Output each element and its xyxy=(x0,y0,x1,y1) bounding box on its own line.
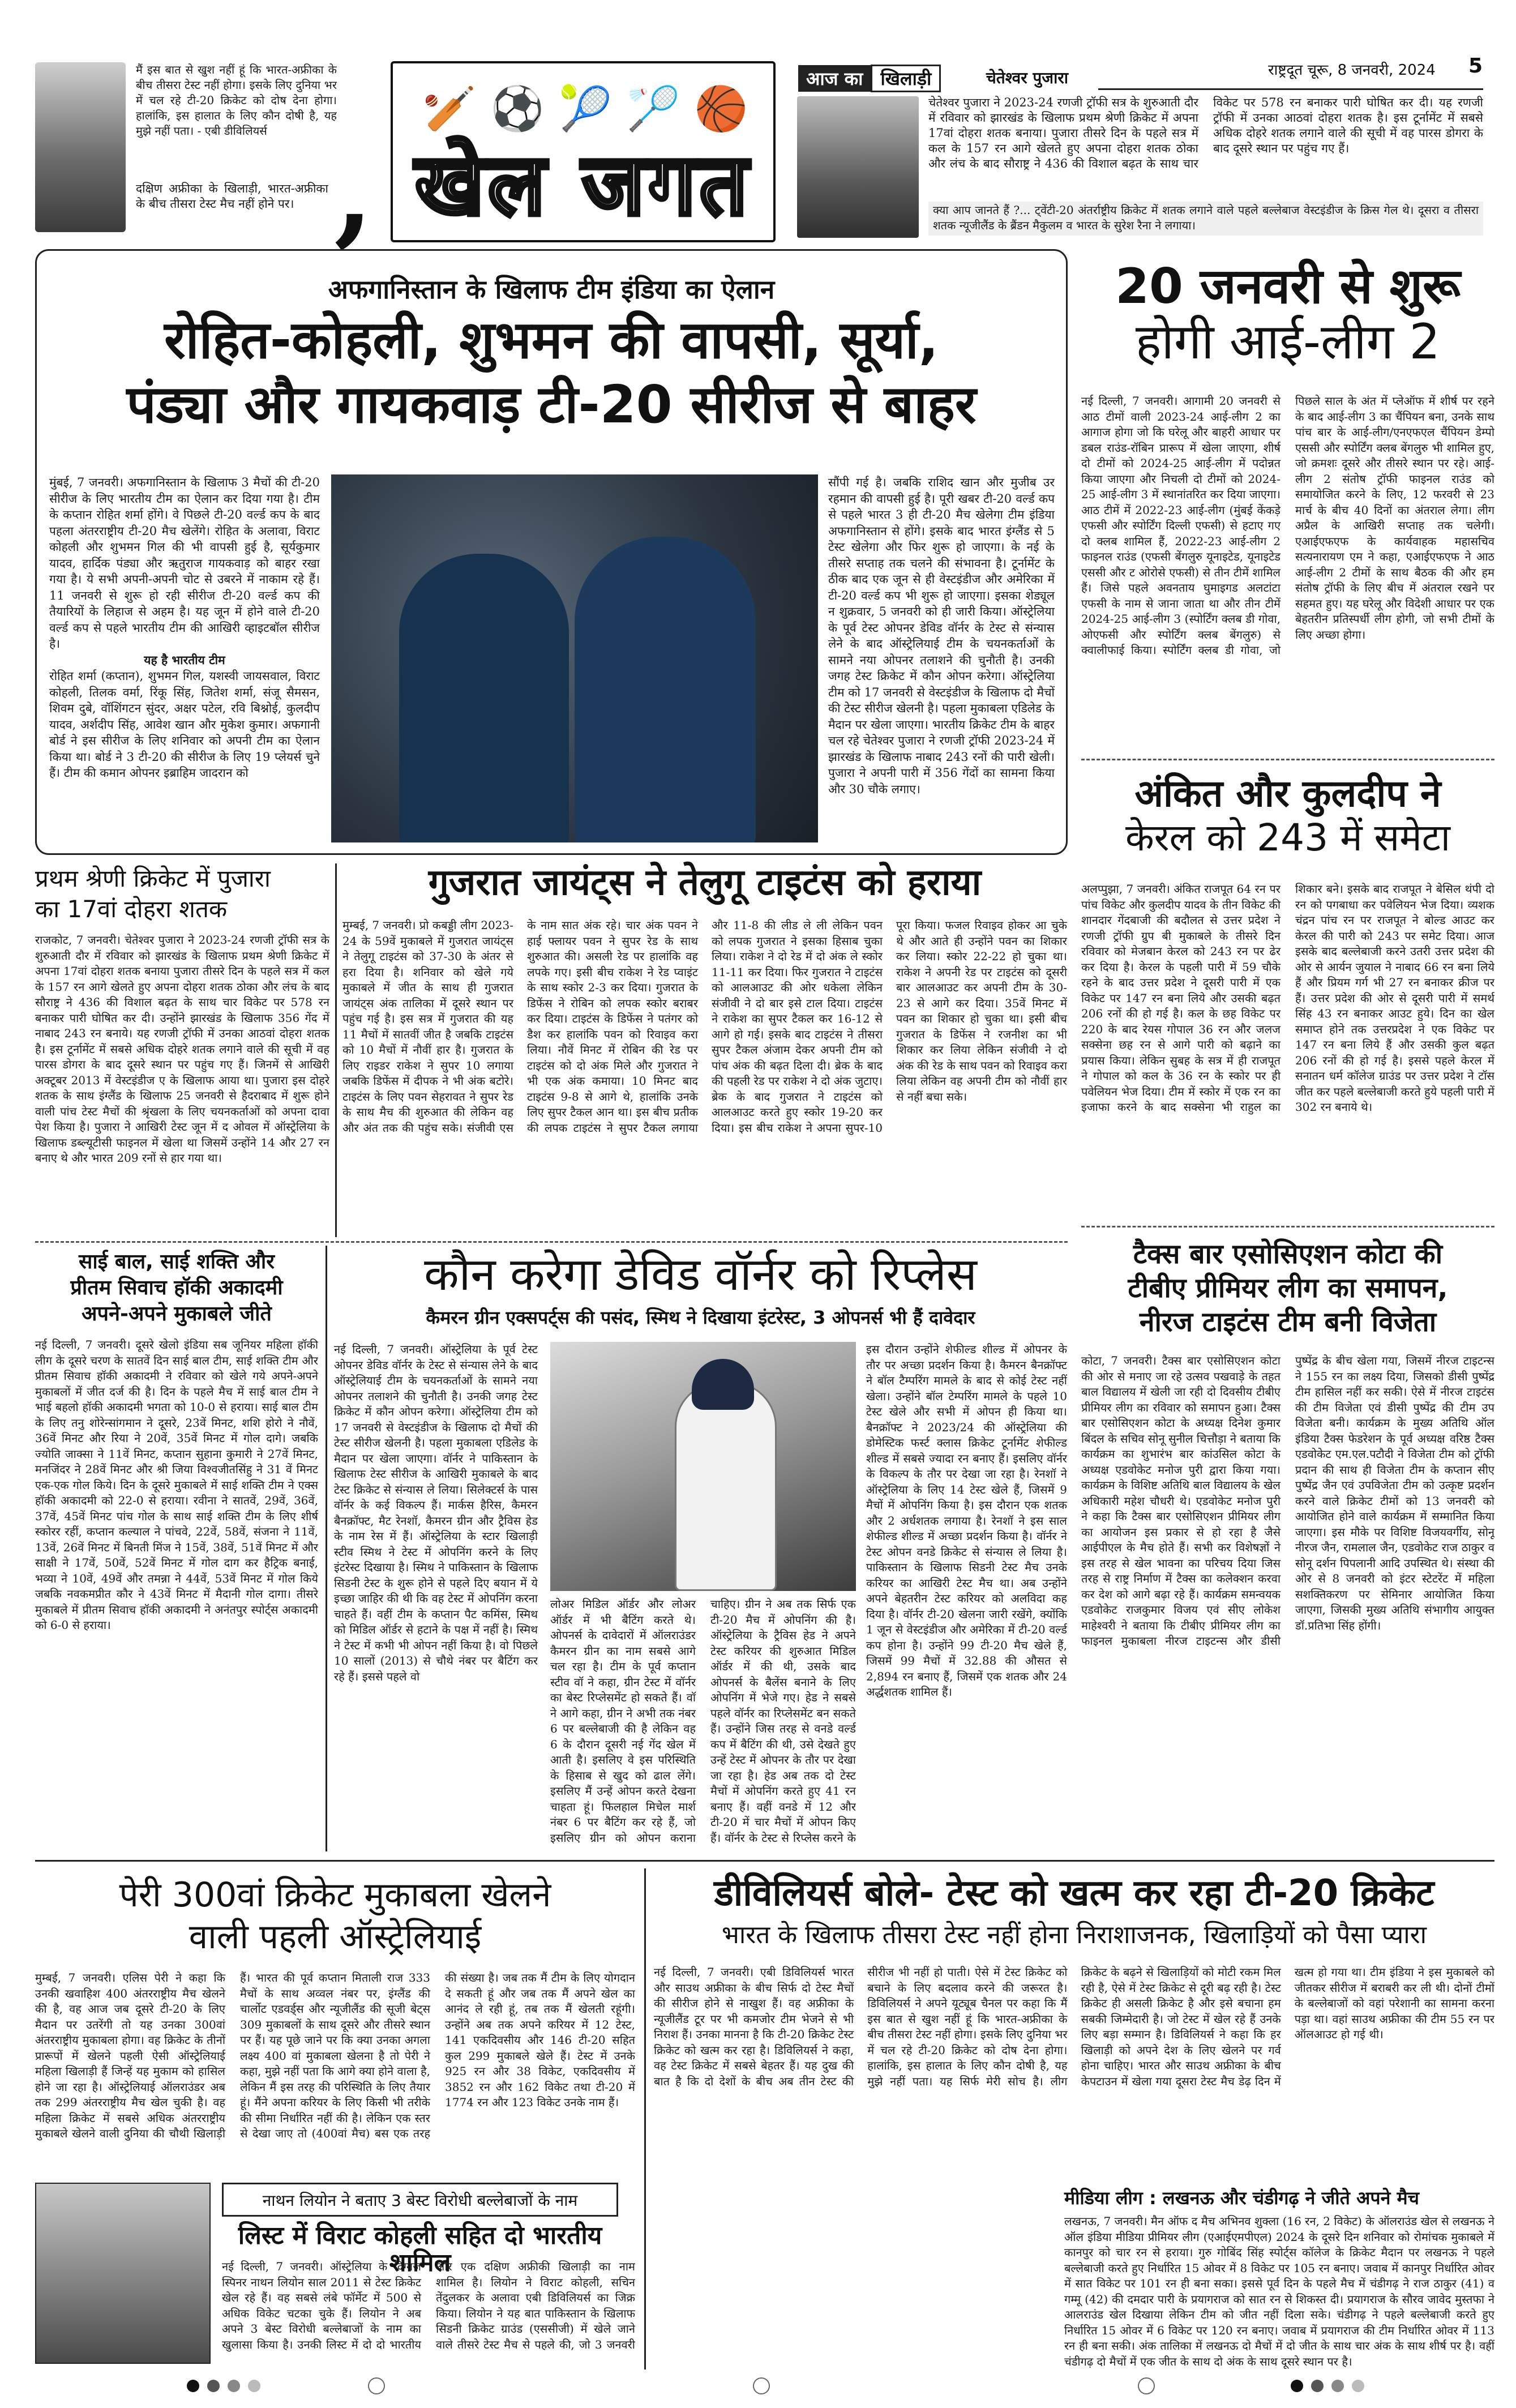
story-pujara-headline-2: का 17वां दोहरा शतक xyxy=(35,895,228,923)
aaj-ka: आज का xyxy=(798,65,871,92)
football-icon: ⚽ xyxy=(490,83,545,134)
story-ankit-headline-2: केरल को 243 में समेटा xyxy=(1125,816,1450,859)
story-media xyxy=(1064,2185,1494,2372)
quote-mark-icon: , xyxy=(334,126,374,259)
story-perry xyxy=(35,1868,635,2180)
story-main-headline-1: रोहित-कोहली, शुभमन की वापसी, सूर्या, xyxy=(164,310,939,370)
story-main-kicker: अफगानिस्तान के खिलाफ टीम इंडिया का ऐलान xyxy=(328,274,775,305)
story-ankit xyxy=(1081,765,1494,1218)
story-devilliers-text: नई दिल्ली, 7 जनवरी। एबी डिविलियर्स भारत और साउथ अफ्रीका के बीच सिर्फ दो टेस्ट मैचों की सीरीज होने से नाखुश हैं। वह अफ्रीका के न्यूजीलैंड टूर पर भी कमजोर टीम भेजने से भी निराश हैं। उनका मानना है कि टी-20 क्रिकेट टेस्ट क्रिकेट को खत्म कर रहा है। डिविलियर्स ने कहा, वह टेस्ट क्रिकेट में सबसे बेहतर हैं। यह दुख की बात है कि दो देशों के बीच अब तीन टेस्ट की सीरीज भी नहीं हो पाती। ऐसे में टेस्ट क्रिकेट को बचाने के लिए बदलाव करने की जरूरत है। डिविलियर्स ने अपने यूट्यूब चैनल पर कहा कि मैं इस बात से खुश नहीं हूं कि भारत-अफ्रीका के बीच तीसरा टेस्ट नहीं होगा। इसके लिए दुनिया भर में चल रहे टी-20 क्रिकेट को दोष देना होगा। हालांकि, इस हालात के लिए कौन दोषी है, यह मुझे नहीं पता। यह सिर्फ मेरी सोच है। लीग क्रिकेट के बढ़ने से खिलाड़ियों को मोटी रकम मिल रही है, ऐसे में टेस्ट क्रिकेट से दूरी बढ़ रही है। टेस्ट क्रिकेट ही असली क्रिकेट है और इसे बचाना हम सबकी जिम्मेदारी है। जो टेस्ट में खेल रहे हैं उनके लिए बड़ा सम्मान है। डिविलियर्स ने कहा कि हर खिलाड़ी को अपने देश के लिए खेलने पर गर्व होना चाहिए। भारत और साउथ अफ्रीका के बीच केपटाउन में खेला गया दूसरा टेस्ट मैच डेढ़ दिन में खत्म हो गया था। टीम इंडिया ने इस मुकाबले को जीतकर सीरीज में बराबरी कर ली थी। दोनों टीमों के बल्लेबाजों को वहां परेशानी का सामना करना पड़ा था। वहां साउथ अफ्रीका की टीम 55 रन पर ऑलआउट हो गई थी। xyxy=(654,1965,1494,2088)
sports-icons xyxy=(416,75,755,143)
story-lyon-kicker: नाथन लियोन ने बताए 3 बेस्ट विरोधी बल्लेबाजों के नाम xyxy=(262,2191,578,2210)
registration-mark-icon xyxy=(368,2377,385,2394)
badminton-icon: 🏸 xyxy=(626,83,680,134)
player-name: चेतेश्वर पुजारा xyxy=(986,69,1069,87)
story-perry-text: मुम्बई, 7 जनवरी। एलिस पेरी ने कहा कि उनकी खवाहिश 400 अंतरराष्ट्रीय मैच खेलने की है, वह आज जब दूसरे टी-20 के लिए मैदान पर उतरेंगी तो यह उनका 300वां अंतरराष्ट्रीय मुकाबला होगा। वह क्रिकेट के तीनों प्रारूपों में खेलने पहली ऐसी ऑस्ट्रेलियाई महिला खिलाड़ी हैं जिन्हें यह मुकाम को हासिल होने जा रहा है। ऑस्ट्रेलियाई ऑलराउंडर अब तक 299 अंतरराष्ट्रीय मैच खेल चुकी है। वह महिला क्रिकेट में सबसे अधिक अंतरराष्ट्रीय मुकाबले खेलने वाली दुनिया की चौथी खिलाड़ी हैं। भारत की पूर्व कप्तान मिताली राज 333 मैचों के साथ अव्वल नंबर पर, इंग्लैंड की चार्लोट एडवर्ड्स और न्यूजीलैंड की सूजी बेट्स 309 मुकाबलों के साथ दूसरे और तीसरे स्थान पर हैं। यह पूछे जाने पर कि क्या उनका अगला लक्ष्य 400 वां मुकाबला खेलना है तो पेरी ने कहा, मुझे नहीं पता कि आगे क्या होने वाला है, लेकिन मैं इस तरह की परिस्थिति के लिए तैयार हूं। मैंने अपना करियर के लिए किसी भी तरीके की सीमा निर्धारित नहीं की है। लेकिन एक स्तर से देखा जाए तो (400वां मैच) बस एक तरह की संख्या है। जब तक मैं टीम के लिए योगदान दे सकती हूं और जब तक मैं अपने खेल का आनंद ले रही हूं, तब तक मैं खेलती रहूंगी। उन्होंने अब तक अपने करियर में 12 टेस्ट, 141 एकदिवसीय और 146 टी-20 सहित कुल 299 मुकाबले खेले हैं। टेस्ट में उनके 925 रन और 38 विकेट, एकदिवसीय में 3852 रन और 162 विकेट तथा टी-20 में 1774 रन और 123 विकेट उनके नाम हैं। xyxy=(35,1971,635,2140)
devilliers-portrait xyxy=(35,62,126,232)
row-divider-1 xyxy=(35,1241,1068,1243)
player-text-b: विशाल बढ़त के साथ चार विकेट पर 578 रन बनाकर पारी घोषित कर दी। यह रणजी ट्रॉफी में उनका आठवां दोहरा शतक है। इस टूर्नामेंट में सबसे अधिक दोहरे शतक लगाने वाले की सूची में वह पारस डोगरा के बाद दूसरे स्थान पर पहुंच गए हैं। xyxy=(1088,96,1483,170)
story-pujara-headline-1: प्रथम श्रेणी क्रिकेट में पुजारा xyxy=(35,865,271,892)
story-perry-headline-1: पेरी 300वां क्रिकेट मुकाबला खेलने xyxy=(119,1875,551,1915)
story-sai-headline-3: अपने-अपने मुकाबले जीते xyxy=(82,1302,272,1325)
registration-mark-icon xyxy=(1138,2377,1155,2394)
story-warner-mid-text: लोअर मिडिल ऑर्डर और लोअर ऑर्डर में भी बैटिंग करते थे। ओपनर्स के दावेदारों में ऑलराउंडर कैमरन ग्रीन का नाम सबसे आगे चल रहा है। टीम के पूर्व कप्तान स्टीव वॉ ने कहा, ग्रीन टेस्ट में वॉर्नर का बेस्ट रिप्लेसमेंट हो सकते हैं। वॉ ने आगे कहा, ग्रीन ने अभी तक नंबर 6 पर बल्लेबाजी की है लेकिन वह 6 के दौरान दूसरी नई गेंद खेल में आती है। इसलिए वे इस परिस्थिति के हिसाब से खुद को ढाल लेंगे। इसलिए मैं उन्हें ओपन करते देखना चाहता हूं। फिलहाल मिचेल मार्श नंबर 6 पर बैटिंग कर रहे हैं, जो इसलिए ग्रीन को ओपन कराना चाहिए। ग्रीन ने अब तक सिर्फ एक टी-20 मैच में ओपनिंग की है। ऑस्ट्रेलिया के ट्रैविस हेड ने अपने टेस्ट करियर की शुरुआत मिडिल ऑर्डर में की थी, उसके बाद ओपनर्स के बैलेंस बनाने के लिए ओपनिंग में भेजे गए। हेड ने सबसे पहले वॉर्नर का रिप्लेसमेंट बन सकते हैं। उन्होंने जिस तरह से वनडे वर्ल्ड कप में बैटिंग की थी, उसे देखते हुए उन्हें टेस्ट में ओपनर के तौर पर देखा जा रहा है। हेड अब तक दो टेस्ट मैचों में ओपनिंग करते हुए 41 रन बनाए हैं। वहीं वनडे में 12 और टी-20 में चार मैचों में ओपन किए हैं। वॉर्नर के टेस्ट से रिप्लेस करने के xyxy=(550,1597,856,1845)
khiladi: खिलाड़ी xyxy=(871,65,941,92)
story-sai xyxy=(35,1246,318,1851)
story-lyon xyxy=(35,2183,635,2369)
story-tax-text: कोटा, 7 जनवरी। टैक्स बार एसोसिएशन कोटा की ओर से मनाए जा रहे उत्सव पखवाड़े के तहत बाल विद्यालय में खेली जा रही दो दिवसीय टीबीए प्रीमियर लीग का रविवार को समापन हुआ। टैक्स बार एसोसिएशन कोटा के अध्यक्ष दिनेश कुमार बिंदल के सचिव सोनू सुनील चित्तौड़ा ने बताया कि कार्यक्रम का शुभारंभ बार कांउसिल कोटा के अध्यक्ष एडवोकेट मनोज पुरी द्वारा किया गया। कार्यक्रम के विशिष्ट अतिथि बाल विद्यालय के खेल अधिकारी महेश चौधरी थे। एडवोकेट मनोज पुरी ने कहा कि टैक्स बार एसोसिएशन प्रीमियर लीग का आयोजन इस प्रकार से हो रहा है जैसे आईपीएल के मैच होते हैं। सभी कर विशेषज्ञों ने इस तरह से खेल भावना का परिचय दिया जिस तरह से राष्ट्र निर्माण में टैक्स का कलेक्शन करवा कर देश को आगे बढ़ा रहे हैं। कार्यक्रम समन्वयक एडवोकेट राजकुमार विजय एवं सीए लोकेश माहेश्वरी ने बताया कि टीबीए प्रीमियर लीग का फाइनल मुकाबला नीरज टाइटन्स और डीसी पुष्पेंद्र के बीच खेला गया, जिसमें नीरज टाइटन्स ने 155 रन का लक्ष्य दिया, जिसको डीसी पुष्पेंद्र टीम हासिल नहीं कर सकी। ऐसे में नीरज टाइटंस की टीम विजेता एवं डीसी पुष्पेंद्र की टीम उप विजेता बनी। कार्यक्रम के मुख्य अतिथि ऑल इंडिया टैक्स फेडरेशन के पूर्व अध्यक्ष वरिष्ठ टैक्स एडवोकेट एम.एल.पटौदी ने विजेता टीम को ट्रॉफी प्रदान की साथ ही विजेता टीम के कप्तान सीए पुष्पेंद्र जैन एवं उपविजेता टीम को उत्कृष्ट प्रदर्शन करने वाले क्रिकेट टीमों को 13 जनवरी को आयोजित होने वाले कार्यक्रम में सम्मानित किया जाएगा। इस मौके पर विशिष्ट विजयवर्गीय, सोनू नीरज जैन, रामलाल जैन, एडवोकेट राज ठाकुर व सोनू दर्शन पिपलानी आदि उपस्थित थे। संस्था की ओर से 8 जनवरी को इंटर स्टेटरेंट में महिला सशक्तिकरण पर सेमिनार आयोजित किया जाएगा, जिसकी मुख्य अतिथि संभागीय आयुक्त डॉ.प्रतिभा सिंह होंगी। xyxy=(1081,1354,1494,1648)
story-gujarat-headline: गुजरात जायंट्स ने तेलुगू टाइटंस को हराया xyxy=(428,862,982,904)
story-perry-headline-2: वाली पहली ऑस्ट्रेलियाई xyxy=(189,1917,482,1957)
player-figure-right xyxy=(575,537,756,842)
pujara-divider xyxy=(335,863,337,1237)
story-main-left-sub: यह है भारतीय टीम xyxy=(144,652,225,667)
story-sai-headline-2: प्रीतम सिवाच हॉकी अकादमी xyxy=(70,1276,283,1299)
ankit-divider xyxy=(1081,759,1494,760)
color-dots xyxy=(187,2380,260,2392)
player-text xyxy=(928,95,1483,197)
story-warner-left-text: नई दिल्ली, 7 जनवरी। ऑस्ट्रेलिया के पूर्व टेस्ट ओपनर डेविड वॉर्नर के टेस्ट से संन्यास लेने के बाद ऑस्ट्रेलियाई टीम के चयनकर्ताओं के सामने नया ओपनर तलाशने की चुनौती है। उनकी जगह टेस्ट क्रिकेट में कौन ओपन करेगा। ऑस्ट्रेलिया टीम को 17 जनवरी से वेस्टइंडीज के खिलाफ दो मैचों की टेस्ट सीरीज खेलनी है। पहला मुकाबला एडिलेड के मैदान पर खेला जाएगा। वॉर्नर ने पाकिस्तान के खिलाफ टेस्ट सीरीज के आखिरी मुकाबले के बाद टेस्ट क्रिकेट से संन्यास ले लिया। सिलेक्टर्स के पास वॉर्नर के कई विकल्प हैं। मार्कस हैरिस, कैमरन बैनक्रॉफ्ट, मैट रेनशॉ, कैमरन ग्रीन और ट्रैविस हेड के नाम रेस में हैं। ऑस्ट्रेलिया के स्टार खिलाड़ी स्टीव स्मिथ ने टेस्ट में ओपनिंग करने के लिए इंटरेस्ट दिखाया है। स्मिथ ने पाकिस्तान के खिलाफ सिडनी टेस्ट के शुरू होने से पहले दिए बयान में ये इच्छा जाहिर की थी कि वह टेस्ट में ओपनिंग करना चाहते हैं। वहीं टीम के कप्तान पैट कमिंस, स्मिथ को मिडिल ऑर्डर से हटाने के पक्ष में नहीं है। स्मिथ ने टेस्ट में कभी भी ओपन नहीं किया है। वो पिछले 10 सालों (2013) से चौथे नंबर पर बैटिंग कर रहे हैं। इससे पहले वो xyxy=(334,1342,538,1683)
helmet-icon xyxy=(692,1359,754,1410)
color-dots xyxy=(1291,2380,1364,2392)
tax-divider xyxy=(1081,1226,1494,1227)
lyon-photo xyxy=(35,2183,211,2364)
page-number: 5 xyxy=(1468,54,1483,78)
story-devilliers-headline: डीविलियर्स बोले- टेस्ट को खत्म कर रहा टी-20 क्रिकेट xyxy=(714,1872,1434,1914)
story-lyon-text: नई दिल्ली, 7 जनवरी। ऑस्ट्रेलिया के दिग्गज स्पिनर नाथन लियोन साल 2011 से टेस्ट क्रिकेट खेल रहे हैं। वह सबसे लंबे फॉर्मेट में 500 से अधिक विकेट चटका चुके हैं। लियोन ने अब अपने 3 बेस्ट विरोधी बल्लेबाजों के नाम का खुलासा किया है। उनकी लिस्ट में दो दो भारतीय और एक दक्षिण अफ्रीकी खिलाड़ी का नाम शामिल है। लियोन ने विराट कोहली, सचिन तेंदुलकर के अलावा एबी डिविलियर्स का जिक्र किया। लियोन ने यह बात पाकिस्तान के खिलाफ सिडनी क्रिकेट ग्राउंड (एससीजी) में खेले जाने वाले तीसरे टेस्ट मैच से पहले की, जो 3 जनवरी xyxy=(222,2260,635,2351)
story-pujara xyxy=(35,863,329,1237)
section-title: खेल जगत xyxy=(415,136,751,234)
player-text-a: चेतेश्वर पुजारा ने 2023-24 रणजी ट्रॉफी सत्र के शुरुआती दौर में रविवार को झारखंड के खिलाफ प्रथम श्रेणी क्रिकेट में अपना 17वां दोहरा शतक बनाया। पुजारा तीसरे दिन के पहले सत्र में कल के 157 रन आगे खेलते हुए अपना दोहरा शतक ठोका और लंच के बाद सौराष्ट्र ने 436 की xyxy=(928,96,1198,170)
story-tax-headline-2: टीबीए प्रीमियर लीग का समापन, xyxy=(1128,1272,1448,1304)
footer-registration xyxy=(0,2375,1516,2398)
basketball-icon: 🏀 xyxy=(694,83,748,134)
story-warner xyxy=(334,1246,1067,1851)
batsman-figure xyxy=(675,1382,777,1591)
row-divider-2 xyxy=(35,1860,1494,1862)
story-media-headline: मीडिया लीग : लखनऊ और चंडीगढ़ ने जीते अपने मैच xyxy=(1064,2187,1419,2209)
pujara-portrait xyxy=(797,96,919,238)
story-warner-headline: कौन करेगा डेविड वॉर्नर को रिप्लेस xyxy=(424,1248,977,1301)
story-main-headline-2: पंड्या और गायकवाड़ टी-20 सीरीज से बाहर xyxy=(126,374,977,435)
story-main-left-b: रोहित शर्मा (कप्तान), शुभमन गिल, यशस्वी जायसवाल, विराट कोहली, तिलक वर्मा, रिंकू सिंह, जितेश शर्मा, संजू सैमसन, शिवम दुबे, वॉशिंगटन सुंदर, अक्षर पटेल, रवि बिश्नोई, कुलदीप यादव, अर्शदीप सिंह, आवेश खान और मुकेश कुमार। अफगानी बोर्ड ने इस सीरीज के लिए शनिवार को अपनी टीम का ऐलान किया था। बोर्ड ने 3 टी-20 की सीरीज के लिए 19 प्लेयर्स चुने हैं। टीम की कमान ओपनर इब्राहिम जादरान को xyxy=(49,669,320,780)
section-banner xyxy=(391,61,776,242)
story-main-left-text xyxy=(49,474,320,848)
story-ileague-headline-2: होगी आई-लीग 2 xyxy=(1135,314,1441,370)
story-devilliers-subhead: भारत के खिलाफ तीसरा टेस्ट नहीं होना निराशाजनक, खिलाड़ियों को पैसा प्यारा xyxy=(721,1921,1427,1949)
story-ankit-headline-1: अंकित और कुलदीप ने xyxy=(1134,772,1441,815)
masthead xyxy=(0,0,1516,259)
tennis-icon: 🎾 xyxy=(558,83,613,134)
story-ankit-text: अलप्पुझा, 7 जनवरी। अंकित राजपूत 64 रन पर पांच विकेट और कुलदीप यादव के तीन विकेट की शानदार गेंदबाजी की बदौलत से उत्तर प्रदेश ने रणजी ट्रॉफी ग्रुप बी मुकाबले के तीसरे दिन रविवार को मेजबान केरल को 243 रन पर ढेर कर दिया है। केरल के पहली पारी में 59 चौके रहने के बाद उत्तर प्रदेश ने दूसरी पारी में एक विकेट पर 147 रन बना लिये और उसकी बढ़त 206 रनों की हो गई है। कल के छह विकेट पर 220 के बाद रेयस गोपाल 36 रन और जलज सक्सेना छह रन से आगे पारी को बढ़ाने का प्रयास किया। लेकिन सुबह के सत्र में ही राजपूत ने गोपाल को कल के 36 रन के स्कोर पर ही पवेलियन भेज दिया। टीम में स्कोर में एक रन का इजाफा करने के बाद सक्सेना भी राहुल का शिकार बने। इसके बाद राजपूत ने बेसिल थंपी दो रन को पगबाधा कर पवेलियन भेज दिया। व्यशक चंद्रन पांच रन पर राजपूत ने बोल्ड आउट कर केरल की पारी को 243 पर समेट दिया। आज इसके बाद बल्लेबाजी करने उतरी उत्तर प्रदेश की ओर से आर्यन जुयाल ने नाबाद 66 रन बना लिये हैं और प्रियम गर्ग भी 27 रन बनाकर क्रीज पर हैं। उत्तर प्रदेश की ओर से दूसरी पारी में समर्थ सिंह 43 रन बनाकर आउट हुये। दिन का खेल समाप्त होने तक उत्तरप्रदेश ने एक विकेट पर 147 रन बना लिये हैं और उसकी कुल बढ़त 206 रनों की हो गई है। इससे पहले केरल में सनातन धर्म कॉलेज ग्राउंड पर उत्तर प्रदेश ने टॉस जीत कर पहले बल्लेबाजी करते हुये पहली पारी में 302 रन बनाये थे। xyxy=(1081,882,1494,1114)
story-tax xyxy=(1081,1234,1494,1851)
masthead-quote: मैं इस बात से खुश नहीं हूं कि भारत-अफ्रीका के बीच तीसरा टेस्ट नहीं होगा। इसके लिए दुनिया भर में चल रहे टी-20 क्रिकेट को दोष देना होगा। हालांकि, इस हालात के लिए कौन दोषी है, यह मुझे नहीं पता। - एबी डीविलियर्स xyxy=(136,63,337,138)
story-warner-subhead: कैमरन ग्रीन एक्सपर्ट्स की पसंद, स्मिथ ने दिखाया इंटरेस्ट, 3 ओपनर्स भी हैं दावेदार xyxy=(426,1307,975,1328)
story-media-text: लखनऊ, 7 जनवरी। मैन ऑफ द मैच अभिनव शुक्ला (16 रन, 2 विकेट) के ऑलराउंड खेल से लखनऊ ने ऑल इंडिया मीडिया प्रीमियर लीग (एआईएमपीएल) 2024 के दूसरे दिन शनिवार को रोमांचक मुकाबले में कानपुर को चार रन से हराया। गुरु गोबिंद सिंह स्पोर्ट्स कॉलेज के क्रिकेट मैदान पर लखनऊ ने पहले बल्लेबाजी करते हुए निर्धारित 15 ओवर में 8 विकेट पर 105 रन बनाए। जवाब में कानपुर निर्धारित ओवर में सात विकेट पर 101 रन ही बना सका। इससे पूर्व दिन के पहले मैच में चंडीगढ़ ने राज ठाकुर (41) व गम्मू (42) की दमदार पारी के प्रयागराज को सात रन से शिकस्त दी। प्रयागराज के सौरव जावेद मुस्तफा ने आलराउंड खेल दिखाया लेकिन टीम को जीत नहीं दिला सके। चंडीगढ़ ने पहले बल्लेबाजी करते हुए निर्धारित 15 ओवर में 6 विकेट पर 120 रन बनाए। जवाब में प्रयागराज की टीम निर्धारित ओवर में 113 रन ही बना सकी। अंक तालिका में लखनऊ दो मैचों में दो जीत के साथ चार अंक के साथ शीर्ष पर है। वहीं चंडीगढ़ दो मैचों में एक जीत के साथ दो अंक के साथ दूसरे स्थान पर है। xyxy=(1064,2214,1494,2368)
story-ileague-text: नई दिल्ली, 7 जनवरी। आगामी 20 जनवरी से आठ टीमों वाली 2023-24 आई-लीग 2 का आगाज होगा जो कि घरेलू और बाहरी आधार पर डबल राउंड-रॉबिन प्रारूप में खेला जाएगा, शीर्ष दो टीमों को 2024-25 आई-लीग में पदोन्नत किया जाएगा और निचली दो टीमों को 2024-25 आई-लीग 3 में स्थानांतरित कर दिया जाएगा। आठ टीमें में 2022-23 आई-लीग (मुंबई केंकड़े एफसी और स्पोर्टिंग दिल्ली एफसी) से हटाए गए दो क्लब शामिल हैं, 2022-23 आई-लीग 2 फाइनल राउंड (एफसी बेंगलुरु यूनाइटेड, यूनाइटेड एससी और ट ओरोसे एफसी) से तीन टीमें शामिल हैं। जिसे पहले अवनताय घुमाइगड अलटांटा एफसी के नाम से जाना जाता था और तीन टीमें 2024-25 आई-लीग 3 (स्पोर्टिंग क्लब डी गोवा, ओएफसी और स्पोर्टिंग क्लब बेंगलुरु) से क्वालीफाई किया। स्पोर्टिंग क्लब डी गोवा, जो पिछले साल के अंत में प्लेऑफ में शीर्ष पर रहने के बाद आई-लीग 3 का चैंपियन बना, उनके साथ पांच बार के आई-लीग/एनएफएल चैंपियन डेम्पो एससी और स्पोर्टिंग क्लब बेंगलुरु भी शामिल हुए, जो क्रमशः दूसरे और तीसरे स्थान पर रहे। आई-लीग 2 संतोष ट्रॉफी फाइनल राउंड को समायोजित करने के लिए, 12 फरवरी से 23 मार्च के बीच 40 दिनों का अंतराल लेगा। लीग अप्रैल के आखिरी सप्ताह तक चलेगी। एआईएफएफ के कार्यवाहक महासचिव सत्यनारायण एम ने कहा, एआईएफएफ ने आठ आई-लीग 2 टीमों के साथ बैठक की और हम संतोष ट्रॉफी के लिए बीच में अंतराल रखने पर सहमत हुए। यह घरेलू और विदेशी आधार पर एक बेहतरीन प्रतिस्पर्धी लीग होगी, जो सभी टीमों के लिए अच्छा होगा। xyxy=(1081,394,1494,657)
story-tax-headline-3: नीरज टाइटंस टीम बनी विजेता xyxy=(1139,1306,1437,1338)
header-rule xyxy=(1098,88,1483,90)
aaj-ka-label xyxy=(798,63,941,93)
story-sai-headline-1: साई बाल, साई शक्ति और xyxy=(79,1250,275,1273)
story-gujarat xyxy=(342,863,1067,1237)
sai-divider xyxy=(326,1246,327,1851)
story-devilliers xyxy=(654,1868,1494,2185)
story-main-box xyxy=(35,249,1068,855)
date-line: राष्ट्रदूत चूरू, 8 जनवरी, 2024 xyxy=(1268,62,1436,79)
story-gujarat-text: मुम्बई, 7 जनवरी। प्रो कबड्डी लीग 2023-24 के 59वें मुकाबले में गुजरात जायंट्स ने तेलुगू टाइटंस को 37-30 के अंतर से हरा दिया है। शनिवार को खेले गये मुकाबले में जीत के साथ ही गुजरात जायंट्स अंक तालिका में दूसरे स्थान पर पहुंच गई है। इस सत्र में गुजरात की यह 11 मैचों में सातवीं जीत है जबकि टाइटंस को 10 मैचों में नौवीं हार है। गुजरात के लिए राइडर राकेश ने सुपर 10 लगाया जबकि डिफेंस में दीपक ने भी अंक बटोरे। टाइटंस के लिए पवन सेहरावत ने सुपर रेड के साथ मैच की शुरुआत की लेकिन वह और अंत तक की पहुंच सके। संजीवी एस के नाम सात अंक रहे। चार अंक पवन ने हाई फ्लायर पवन ने सुपर रेड के साथ शुरुआत की। असली रेड पर हालांकि वह लपके गए। इसी बीच राकेश ने रेड प्वाइंट के साथ स्कोर 2-3 कर दिया। गुजरात के डिफेंस ने रोबिन को लपक स्कोर बराबर कर दिया। टाइटंस के डिफेंस ने पतंगर को डैश कर हालांकि पवन को रिवाइव करा लिया। नौवें मिनट में रोबिन की रेड पर टाइटंस को दो अंक मिले और गुजरात ने भी एक अंक कमाया। 10 मिनट बाद टाइटंस 9-8 से आगे थे, हालांकि उनके लिए सुपर टैकल आन था। इस बीच प्रतीक की लपक टाइटंस ने सुपर टैकल लगाया और 11-8 की लीड ले ली लेकिन पवन को लपक गुजरात ने इसका हिसाब चुका लिया। राकेश ने दो रेड में दो अंक ले स्कोर 11-11 कर दिया। फिर गुजरात ने टाइटंस को आलआउट की ओर धकेला लेकिन संजीवी ने दो बार इसे टाल दिया। टाइटंस ने राकेश का सुपर टैकल कर 16-12 से आगे हो गई। इसके बाद टाइटंस ने तीसरा सुपर टैकल अंजाम देकर अपनी टीम को पांच अंक की बढ़त दिला दी। ब्रेक के बाद की पहली रेड पर राकेश ने दो अंक जुटाए। ब्रेक के बाद गुजरात ने टाइटंस को आलआउट करते हुए स्कोर 19-20 कर दिया। इस बीच राकेश ने अपना सुपर-10 पूरा किया। फजल रिवाइव होकर आ चुके थे और आते ही उन्होंने पवन का शिकार कर लिया। स्कोर 22-22 हो चुका था। राकेश ने अपनी रेड पर टाइटंस को दूसरी बार आलआउट कर अपनी टीम के 30-23 से आगे कर दिया। 35वें मिनट में पवन का शिकार हो चुका था। इसी बीच गुजरात के डिफेंस ने रजनीश का भी शिकार कर लिया लेकिन संजीवी ने दो अंक की रेड के साथ पवन को रिवाइव करा लिया लेकिन वह अपनी टीम को नौवीं हार से नहीं बचा सके। xyxy=(342,918,1067,1135)
trivia-box: क्या आप जानते हैं ?... ट्वेंटी-20 अंतर्राष्ट्रीय क्रिकेट में शतक लगाने वाले पहले बल्लेबाज वेस्टइंडीज के क्रिस गेल थे। दूसरा व तीसरा शतक न्यूजीलैंड के ब्रैंडन मैकुलम व भारत के सुरेश रैना ने लगाया। xyxy=(928,202,1483,236)
story-sai-text: नई दिल्ली, 7 जनवरी। दूसरे खेलो इंडिया सब जूनियर महिला हॉकी लीग के दूसरे चरण के सातवें दिन साई बाल टीम, साई शक्ति टीम और प्रीतम सिवाच हॉकी अकादमी ने रविवार को खेले गये अपने-अपने मुकाबलों में जीत दर्ज की है। दिन के पहले मैच में साई बाल टीम ने भाई बहलो हॉकी अकादमी भगता को 10-0 से हराया। साई बाल टीम के लिए तनु शोरेन्सांगमान ने दूसरे, 23वें मिनट, शशि होरो ने नौवें, 36वें मिनट और रिया ने 20वें, 35वें मिनट में गोल दागे। जबकि ज्योति जाक्सा ने 11वें मिनट, कप्तान सुहाना कुमारी ने 27वें मिनट, मनजिंदर ने 28वें मिनट और श्री जिया विश्वजीतसिंहु ने 31 वें मिनट एक-एक गोल किये। दिन के दूसरे मुकाबले में साई शक्ति टीम ने एक्स हॉकी अकादमी को 22-0 से हराया। रवीना ने सातवें, 29वें, 36वें, 37वें, 45वें मिनट पांच गोल के साथ साई शक्ति टीम के लिए शीर्ष स्कोरर रहीं, कप्तान कल्याल ने पांचवे, 22वें, 58वें, संजना ने 11वें, 13वें, 26वें मिनट में बिनती मिंज ने 15वें, 38वें, 51वें मिनट में और साक्षी ने 17वें, 50वें, 52वें मिनट में गोल दाग कर हैट्रिक बनाई, भव्या ने 10वें, 49वें और तमन्ना ने 44वें, 53वें मिनट में गोल किये जबकि नवकमप्रीत कौर ने 43वें मिनट में मैदानी गोल दागा। तीसरे मुकाबले में प्रीतम सिवाच हॉकी अकादमी ने अनंतपुर स्पोर्ट्स अकादमी को 6-0 से हराया। xyxy=(35,1338,318,1632)
player-figure-left xyxy=(399,554,569,842)
story-pujara-text: राजकोट, 7 जनवरी। चेतेश्वर पुजारा ने 2023-24 रणजी ट्रॉफी सत्र के शुरुआती दौर में रविवार को झारखंड के खिलाफ प्रथम श्रेणी क्रिकेट में अपना 17वां दोहरा शतक बनाया पुजारा तीसरे दिन के पहले सत्र में कल के 157 रन आगे खेलते हुए अपना दोहरा शतक ठोका और लंच के बाद सौराष्ट्र ने 436 की विशाल बढ़त के साथ चार विकेट पर 578 रन बनाकर पारी घोषित कर दी। उन्होंने झारखंड के खिलाफ 356 गेंद में नाबाद 243 रन बनाये। यह रणजी ट्रॉफी में उनका आठवां दोहरा शतक है। इस टूर्नामेंट में सबसे अधिक दोहरे शतक लगाने वाले की सूची में वह पारस डोगरा के बाद दूसरे स्थान पर पहुंच गए हैं। जिनमें से आखिरी अक्टूबर 2013 में वेस्टइंडीज ए के खिलाफ आया था। पुजारा इस दोहरे शतक के साथ इंग्लैंड के खिलाफ 25 जनवरी से हैदराबाद में शुरू होने वाली पांच टेस्ट मैचों की श्रृंखला के लिए चयनकर्ताओं को अपना दावा पेश किया है। पुजारा ने आखिरी टेस्ट जून में द ओवल में ऑस्ट्रेलिया के खिलाफ डब्ल्यूटीसी फाइनल में खेला था जिसमें उन्होंने 14 और 27 रन बनाए थे और भारत 209 रनों से हार गया था। xyxy=(35,933,329,1165)
story-warner-right-text: इस दौरान उन्होंने शेफील्ड शील्ड में ओपनर के तौर पर अच्छा प्रदर्शन किया है। कैमरन बैनक्रॉफ्ट ने बॉल टैम्परिंग मामले के बाद से कोई टेस्ट नहीं खेला। उन्होंने बॉल टेम्परिंग मामले के पहले 10 टेस्ट खेले और सभी में ओपन ही किया था। बैनक्रॉफ्ट ने 2023/24 की ऑस्ट्रेलिया की डोमेस्टिक फर्स्ट क्लास क्रिकेट टूर्नामेंट शेफील्ड शील्ड में सबसे ज्यादा रन बनाए हैं। इसलिए वॉर्नर के विकल्प के तौर पर देखा जा रहा है। रेनशॉ ने ऑस्ट्रेलिया के लिए 14 टेस्ट खेले हैं, जिसमें 9 मैचों में ओपनिंग किया है। इस दौरान एक शतक और 2 अर्धशतक लगाया है। रेनशॉ ने इस साल शेफील्ड शील्ड में अच्छा प्रदर्शन किया है। वॉर्नर ने टेस्ट ओपन वनडे क्रिकेट से संन्यास ले लिया है। पाकिस्तान के खिलाफ सिडनी टेस्ट मैच उनके करियर का आखिरी टेस्ट मैच था। अब उन्होंने अपने बेहतरीन टेस्ट करियर को अलविदा कह दिया है। वॉर्नर टी-20 खेलना जारी रखेंगे, क्योंकि 1 जून से वेस्टइंडीज और अमेरिका में टी-20 वर्ल्ड कप होना है। उन्होंने 99 टी-20 मैच खेले हैं, जिसमें 99 मैचों में 32.88 की औसत से 2,894 रन बनाए हैं, जिसमें एक शतक और 24 अर्द्धशतक शामिल हैं। xyxy=(866,1342,1067,1699)
story-main-right-text: सौंपी गई है। जबकि राशिद खान और मुजीब उर रहमान की वापसी हुई है। पूरी खबर टी-20 वर्ल्ड कप से पहले भारत 3 ही टी-20 मैच खेलेगा टीम इंडिया अफगानिस्तान से होंगे। इसके बाद भारत इंग्लैंड से 5 टेस्ट खेलेगा और फिर शुरू हो जाएगा। के नई के तीसरे सप्ताह तक चलने की संभावना है। टूर्नामेंट के ठीक बाद एक जून से ही वेस्टइंडीज और अमेरिका में टी-20 वर्ल्ड कप भी शुरू हो जाएगा। इसका शेड्यूल न शुक्रवार, 5 जनवरी को ही जारी किया। ऑस्ट्रेलिया के पूर्व टेस्ट ओपनर डेविड वॉर्नर के टेस्ट से संन्यास लेने के बाद ऑस्ट्रेलियाई टीम के चयनकर्ताओं के सामने नया ओपनर तलाशने की चुनौती है। उनकी जगह टेस्ट क्रिकेट में कौन ओपन करेगा। ऑस्ट्रेलिया टीम को 17 जनवरी से वेस्टइंडीज के खिलाफ दो मैचों की टेस्ट सीरीज खेलनी है। पहला मुकाबला एडिलेड के मैदान पर खेला जाएगा। भारतीय क्रिकेट टीम के बाहर चल रहे चेतेश्वर पुजारा ने रणजी ट्रॉफी 2023-24 में झारखंड के खिलाफ नाबाद 243 रनों की पारी खेली। पुजारा ने अपनी पारी में 356 गेंदों का सामना किया और 30 चौके लगाए। xyxy=(828,476,1055,796)
rohit-kohli-photo xyxy=(331,474,818,842)
perry-divider xyxy=(644,1868,646,2369)
story-ileague-headline-1: 20 जनवरी से शुरू xyxy=(1115,258,1461,315)
registration-mark-icon xyxy=(753,2377,770,2394)
story-tax-headline-1: टैक्स बार एसोसिएशन कोटा की xyxy=(1133,1238,1443,1270)
story-main-left-a: मुंबई, 7 जनवरी। अफगानिस्तान के खिलाफ 3 मैचों की टी-20 सीरीज के लिए भारतीय टीम का ऐलान कर दिया गया है। टीम के कप्तान रोहित शर्मा होंगे। वे पिछले टी-20 वर्ल्ड कप के बाद पहला अंतरराष्ट्रीय टी-20 मैच खेलेंगे। रोहित के अलावा, विराट कोहली और शुभमन गिल की भी वापसी हुई है, सूर्यकुमार यादव, हार्दिक पंड्या और ऋतुराज गायकवाड़ को बाहर रखा गया है। ये सभी अपनी-अपनी चोट से उबरने में नाकाम रहे हैं। 11 जनवरी से शुरू हो रही सीरीज टी-20 वर्ल्ड कप की तैयारियों के लिहाज से अहम है। यह जून में होने वाले टी-20 वर्ल्ड कप से पहले भारतीय टीम की आखिरी व्हाइटबॉल सीरीज है। xyxy=(49,476,320,651)
masthead-quote-note: दक्षिण अफ्रीका के खिलाड़ी, भारत-अफ्रीका के बीच तीसरा टेस्ट मैच नहीं होने पर। xyxy=(136,182,328,211)
story-lyon-headline: लिस्ट में विराट कोहली सहित दो भारतीय शामिल xyxy=(238,2221,602,2277)
warner-photo xyxy=(550,1342,856,1591)
cricket-icon: 🏏 xyxy=(422,83,477,134)
story-ileague xyxy=(1081,249,1494,767)
